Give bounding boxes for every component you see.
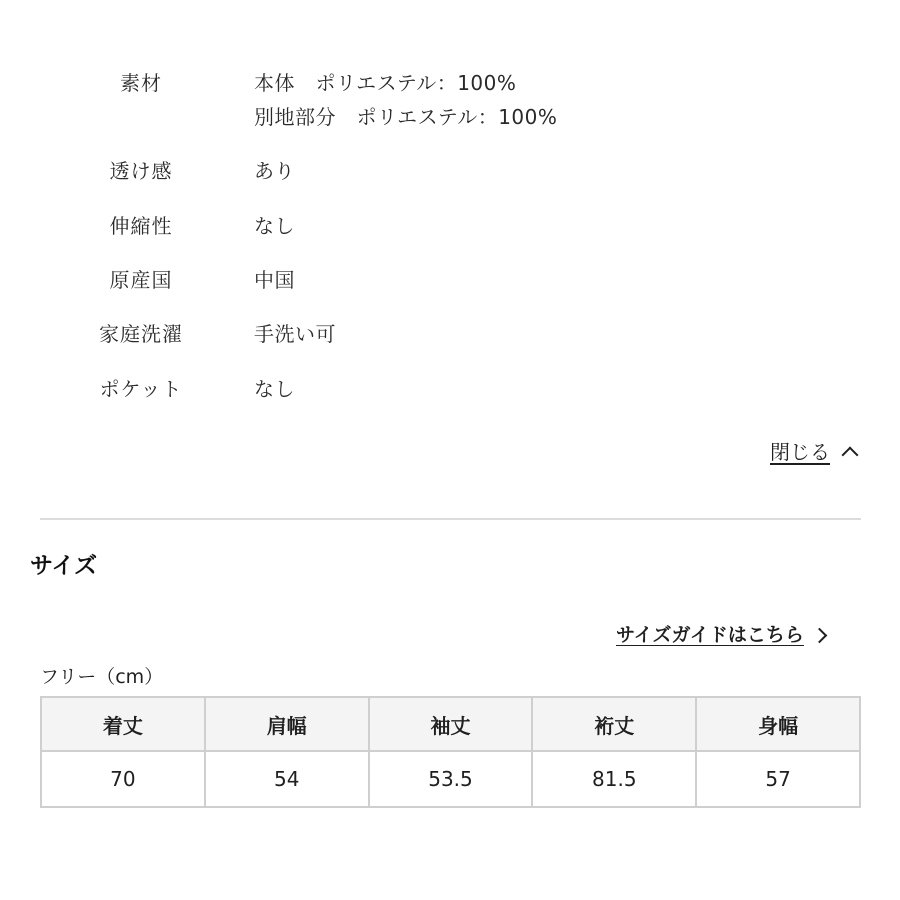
size-section-title: サイズ: [30, 553, 98, 579]
section-divider: [40, 518, 861, 520]
size-value-cell: 54: [205, 751, 369, 807]
spec-value-washing: 手洗い可: [254, 322, 336, 346]
spec-label-stretch: 伸縮性: [109, 214, 173, 238]
size-guide-label: サイズガイドはこちら: [616, 624, 804, 646]
spec-label-sheerness: 透け感: [109, 159, 173, 183]
size-table-header-row: [41, 697, 860, 751]
size-header-cell: 着丈: [41, 697, 205, 751]
close-details-label: 閉じる: [770, 440, 830, 464]
spec-value-line: 別地部分 ポリエステル：100%: [254, 105, 558, 129]
size-value-cell: 70: [41, 751, 205, 807]
spec-value-material: [254, 70, 557, 138]
chevron-right-icon: [812, 627, 828, 643]
spec-value-sheerness: あり: [254, 159, 295, 183]
size-value-cell: 81.5: [532, 751, 696, 807]
size-header-cell: 裄丈: [532, 697, 696, 751]
size-value-cell: 53.5: [369, 751, 533, 807]
spec-label-pocket: ポケット: [99, 377, 183, 401]
size-header-cell: 袖丈: [369, 697, 533, 751]
size-header-cell: 身幅: [696, 697, 860, 751]
size-unit-label: フリー（cm）: [40, 666, 164, 688]
size-value-cell: 57: [696, 751, 860, 807]
spec-label-washing: 家庭洗濯: [99, 322, 183, 346]
spec-value-pocket: なし: [254, 377, 295, 401]
spec-value-origin: 中国: [254, 268, 295, 292]
size-header-cell: 肩幅: [205, 697, 369, 751]
spec-value-line: 本体 ポリエステル：100%: [254, 71, 517, 95]
table-row: [41, 751, 860, 807]
spec-label-material: 素材: [120, 71, 162, 95]
size-table: [40, 696, 861, 808]
spec-label-origin: 原産国: [109, 268, 173, 292]
spec-value-stretch: なし: [254, 214, 295, 238]
chevron-up-icon: [842, 447, 859, 464]
close-details-link[interactable]: [770, 438, 856, 466]
size-guide-link[interactable]: [616, 621, 825, 649]
